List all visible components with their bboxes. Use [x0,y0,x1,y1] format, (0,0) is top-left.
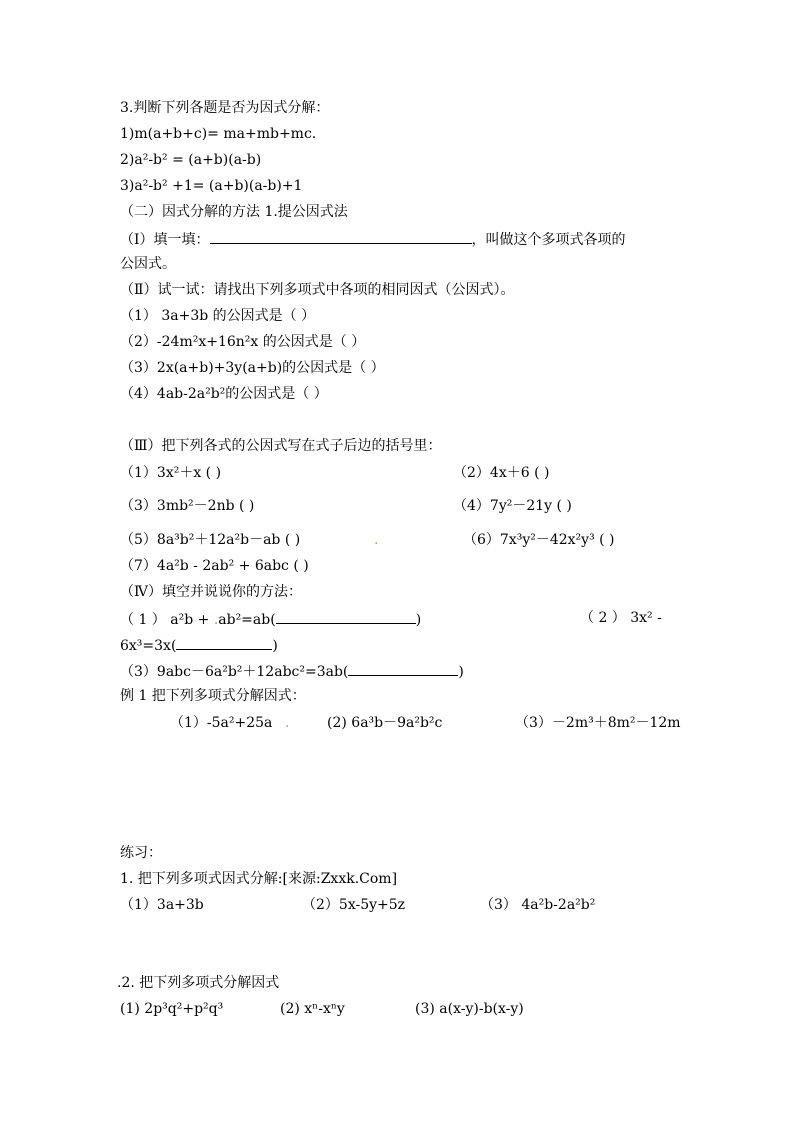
fill-blank [210,229,472,244]
part3-item-7: （7）4a²b - 2ab² + 6abc ( ) [120,558,309,574]
fill-prefix: （Ⅰ）填一填： [120,232,210,248]
try-item-4: （4）4ab-2a²b²的公因式是（ ） [120,386,328,402]
part3-heading: （Ⅲ）把下列各式的公因式写在式子后边的括号里： [120,438,442,454]
part4-q2-close: ) [272,638,278,654]
practice-q1: 1. 把下列多项式因式分解:[来源:Zxxk.Com] [120,871,398,887]
fill-continued: 公因式。 [120,256,176,272]
example1-label: 例 1 把下列多项式分解因式： [120,688,306,704]
part4-q3-close: ) [458,664,464,680]
part4-q1 [120,609,421,629]
example1-item-2: (2) 6a³b－9a²b²c [327,715,443,731]
section3-item-3: 3)a²-b² +1= (a+b)(a-b)+1 [120,178,303,194]
part4-q3 [120,661,464,681]
part4-q1-b: ab²=ab( [218,612,276,628]
section3-item-1: 1)m(a+b+c)= ma+mb+mc. [120,126,317,142]
fill-suffix: ，叫做这个多项式各项的 [471,232,626,248]
part3-item-1: （1）3x²＋x ( ) [120,465,222,481]
try-item-3: （3）2x(a+b)+3y(a+b)的公因式是（ ） [120,360,385,376]
part4-q2-text: 6x³=3x( [120,638,177,654]
methods-heading: （二）因式分解的方法 1.提公因式法 [120,204,348,220]
try-item-2: （2）-24m²x+16n²x 的公因式是（ ） [120,334,366,350]
part4-heading: （Ⅳ）填空并说说你的方法： [120,584,302,600]
section3-item-2: 2)a²-b² = (a+b)(a-b) [120,152,262,168]
part4-q3-text: （3）9abc－6a²b²＋12abc²=3ab( [120,664,349,680]
practice-q1-item-2: （2）5x-5y+5z [302,897,406,913]
part4-q2-blank [176,635,272,650]
part4-q3-blank [348,661,458,676]
example1-item-1: （1）-5a²+25a [170,715,273,731]
try-item-1: （1） 3a+3b 的公因式是（ ） [120,308,316,324]
fill-line [120,229,626,249]
part3-item-5: （5）8a³b²＋12a²b－ab ( ) [120,532,301,548]
part4-q1-a: （ 1 ） a²b + [120,612,214,628]
part4-q2-cont [120,635,278,655]
part3-item-2: （2）4x＋6 ( ) [453,465,550,481]
example1-dot: . [285,715,290,731]
practice-q1-item-3: （3） 4a²b-2a²b² [480,897,596,913]
practice-q2-item-3: (3) a(x-y)-b(x-y) [415,1001,524,1017]
part3-item-6: （6）7x³y²－42x²y³ ( ) [463,532,615,548]
section3-title: 3.判断下列各题是否为因式分解： [120,100,330,116]
part4-q1-close: ) [415,612,422,628]
part3-item-3: （3）3mb²－2nb ( ) [120,498,255,514]
practice-q2-item-2: (2) xⁿ-xⁿy [280,1001,345,1017]
try-heading: （Ⅱ）试一试：请找出下列多项式中各项的相同因式（公因式）。 [120,282,515,298]
part3-item-4: （4）7y²－21y ( ) [453,498,572,514]
example1-item-3: （3）－2m³＋8m²－12m [515,715,681,731]
practice-q1-item-1: （1）3a+3b [120,897,204,913]
practice-heading: 练习： [120,845,162,861]
practice-q2: .2. 把下列多项式分解因式 [117,975,280,991]
part4-q1-blank [276,609,416,624]
part4-q1-dot: . [213,612,219,628]
part4-q2-label: （ 2 ） 3x² - [580,610,662,626]
practice-q2-item-1: (1) 2p³q²+p²q³ [120,1001,224,1017]
part3-item5-dot: . [374,532,379,548]
